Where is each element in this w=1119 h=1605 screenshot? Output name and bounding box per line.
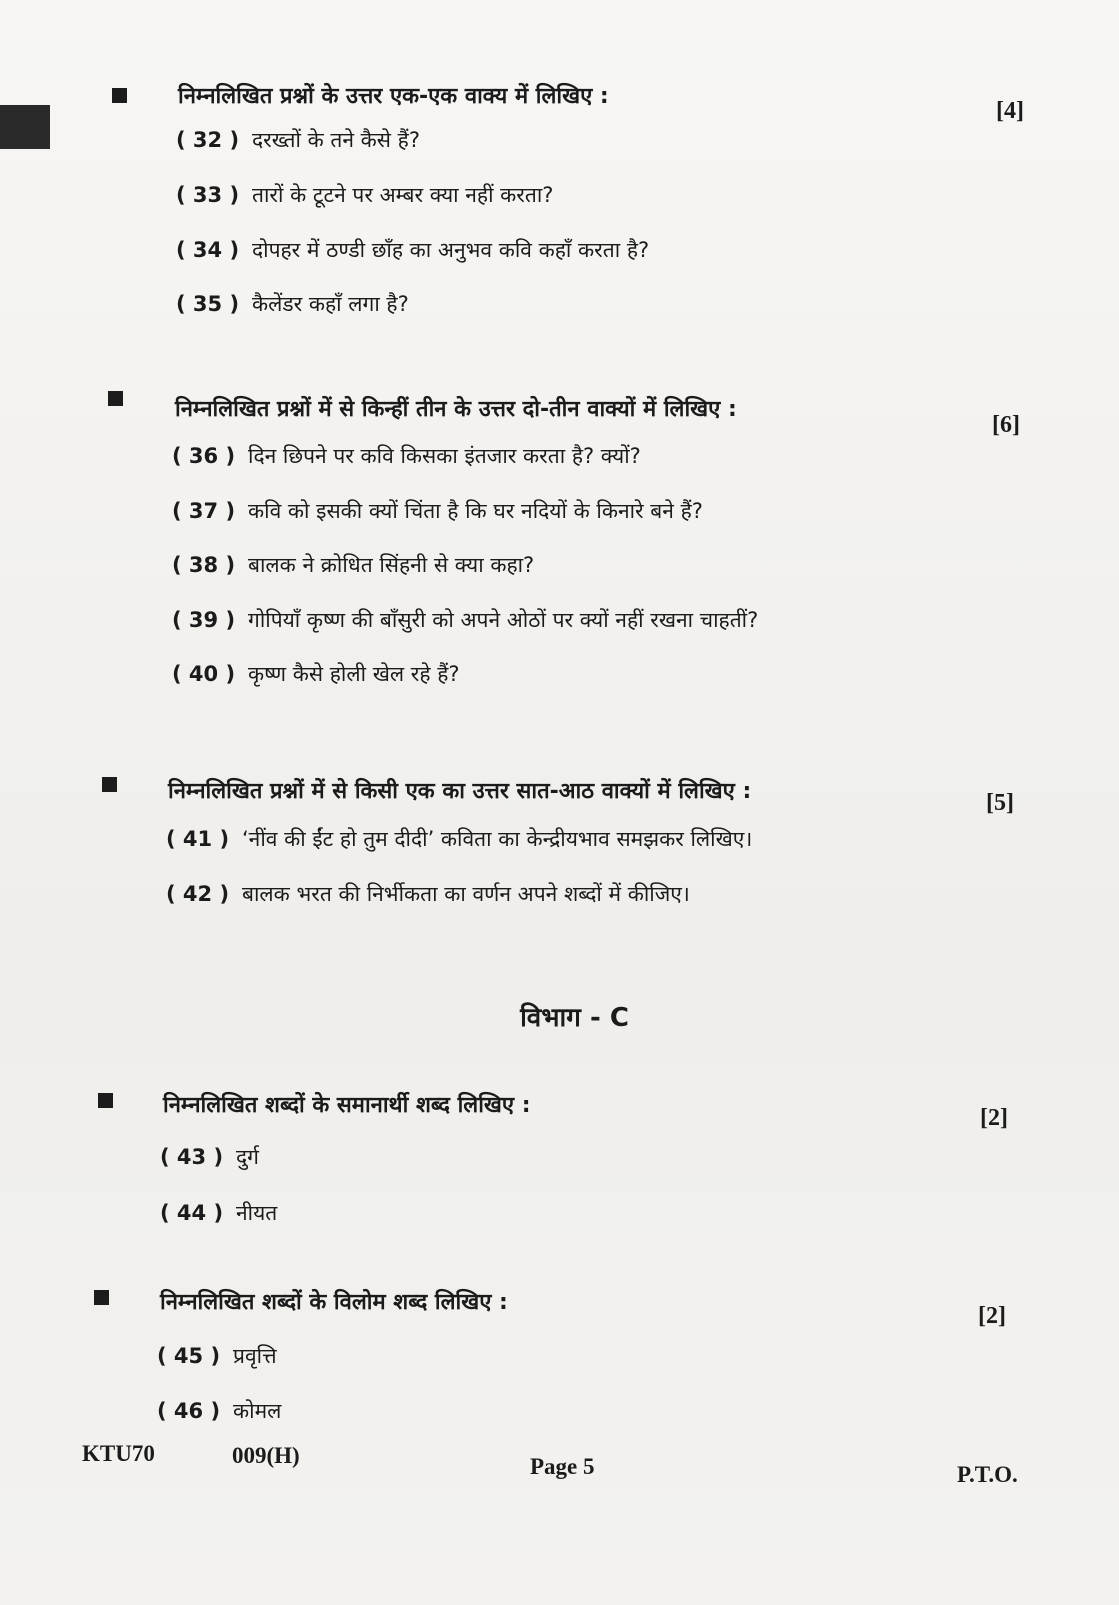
section-3-instruction: निम्नलिखित प्रश्नों में से किसी एक का उत्तर सात-आठ वाक्यों में लिखिए : (168, 779, 752, 804)
question-40 (172, 660, 460, 688)
question-text: दुर्ग (236, 1145, 259, 1169)
question-44 (160, 1199, 277, 1227)
footer-code: KTU70 (82, 1441, 155, 1466)
question-number: ( 36 ) (172, 444, 236, 468)
section-4-instruction: निम्नलिखित शब्दों के समानार्थी शब्द लिखिए : (163, 1093, 531, 1118)
question-number: ( 32 ) (176, 128, 240, 152)
question-number: ( 34 ) (176, 238, 240, 262)
section-3-marks: [5] (986, 790, 1014, 816)
question-number: ( 35 ) (176, 292, 240, 316)
question-text: बालक ने क्रोधित सिंहनी से क्या कहा? (248, 553, 535, 577)
bullet-icon (112, 88, 127, 103)
footer-page-number: Page 5 (530, 1454, 595, 1479)
question-text: दोपहर में ठण्डी छाँह का अनुभव कवि कहाँ करता है? (252, 238, 650, 262)
question-number: ( 45 ) (157, 1344, 221, 1368)
question-text: ‘नींव की ईंट हो तुम दीदी’ कविता का केन्द्रीयभाव समझकर लिखिए। (242, 827, 753, 851)
footer-pto: P.T.O. (957, 1462, 1018, 1487)
question-text: कोमल (233, 1399, 282, 1423)
question-36 (172, 442, 641, 470)
question-35 (176, 290, 409, 318)
section-5-instruction: निम्नलिखित शब्दों के विलोम शब्द लिखिए : (160, 1290, 508, 1315)
question-text: कैलेंडर कहाँ लगा है? (252, 292, 409, 316)
question-45 (157, 1342, 277, 1370)
question-42 (166, 880, 690, 908)
question-34 (176, 236, 649, 264)
question-text: प्रवृत्ति (233, 1344, 277, 1368)
section-1-instruction: निम्नलिखित प्रश्नों के उत्तर एक-एक वाक्य में लिखिए : (178, 84, 609, 109)
question-38 (172, 551, 534, 579)
question-37 (172, 497, 703, 525)
question-number: ( 41 ) (166, 827, 230, 851)
question-text: कृष्ण कैसे होली खेल रहे हैं? (248, 662, 460, 686)
question-number: ( 42 ) (166, 882, 230, 906)
question-text: दिन छिपने पर कवि किसका इंतजार करता है? क्यों? (248, 444, 641, 468)
question-text: नीयत (236, 1201, 278, 1225)
question-number: ( 40 ) (172, 662, 236, 686)
question-number: ( 39 ) (172, 608, 236, 632)
question-46 (157, 1397, 281, 1425)
section-5-marks: [2] (978, 1303, 1006, 1329)
footer-paper-code: 009(H) (232, 1443, 300, 1468)
question-41 (166, 825, 752, 853)
section-4-marks: [2] (980, 1105, 1008, 1131)
question-39 (172, 606, 758, 634)
section-2-marks: [6] (992, 412, 1020, 438)
question-text: तारों के टूटने पर अम्बर क्या नहीं करता? (252, 183, 554, 207)
question-number: ( 37 ) (172, 499, 236, 523)
question-text: बालक भरत की निर्भीकता का वर्णन अपने शब्दों में कीजिए। (242, 882, 690, 906)
question-text: कवि को इसकी क्यों चिंता है कि घर नदियों के किनारे बने हैं? (248, 499, 703, 523)
question-33 (176, 181, 553, 209)
question-text: गोपियाँ कृष्ण की बाँसुरी को अपने ओठों पर क्यों नहीं रखना चाहतीं? (248, 608, 759, 632)
question-number: ( 43 ) (160, 1145, 224, 1169)
scan-edge-mark (0, 105, 50, 149)
question-number: ( 46 ) (157, 1399, 221, 1423)
bullet-icon (98, 1093, 113, 1108)
division-heading: विभाग - C (520, 1003, 629, 1033)
bullet-icon (102, 777, 117, 792)
question-32 (176, 126, 420, 154)
question-number: ( 44 ) (160, 1201, 224, 1225)
question-number: ( 33 ) (176, 183, 240, 207)
bullet-icon (108, 391, 123, 406)
question-number: ( 38 ) (172, 553, 236, 577)
section-1-marks: [4] (996, 98, 1024, 124)
section-2-instruction: निम्नलिखित प्रश्नों में से किन्हीं तीन के उत्तर दो-तीन वाक्यों में लिखिए : (175, 397, 737, 422)
bullet-icon (94, 1290, 109, 1305)
question-text: दरख्तों के तने कैसे हैं? (252, 128, 420, 152)
question-43 (160, 1143, 259, 1171)
